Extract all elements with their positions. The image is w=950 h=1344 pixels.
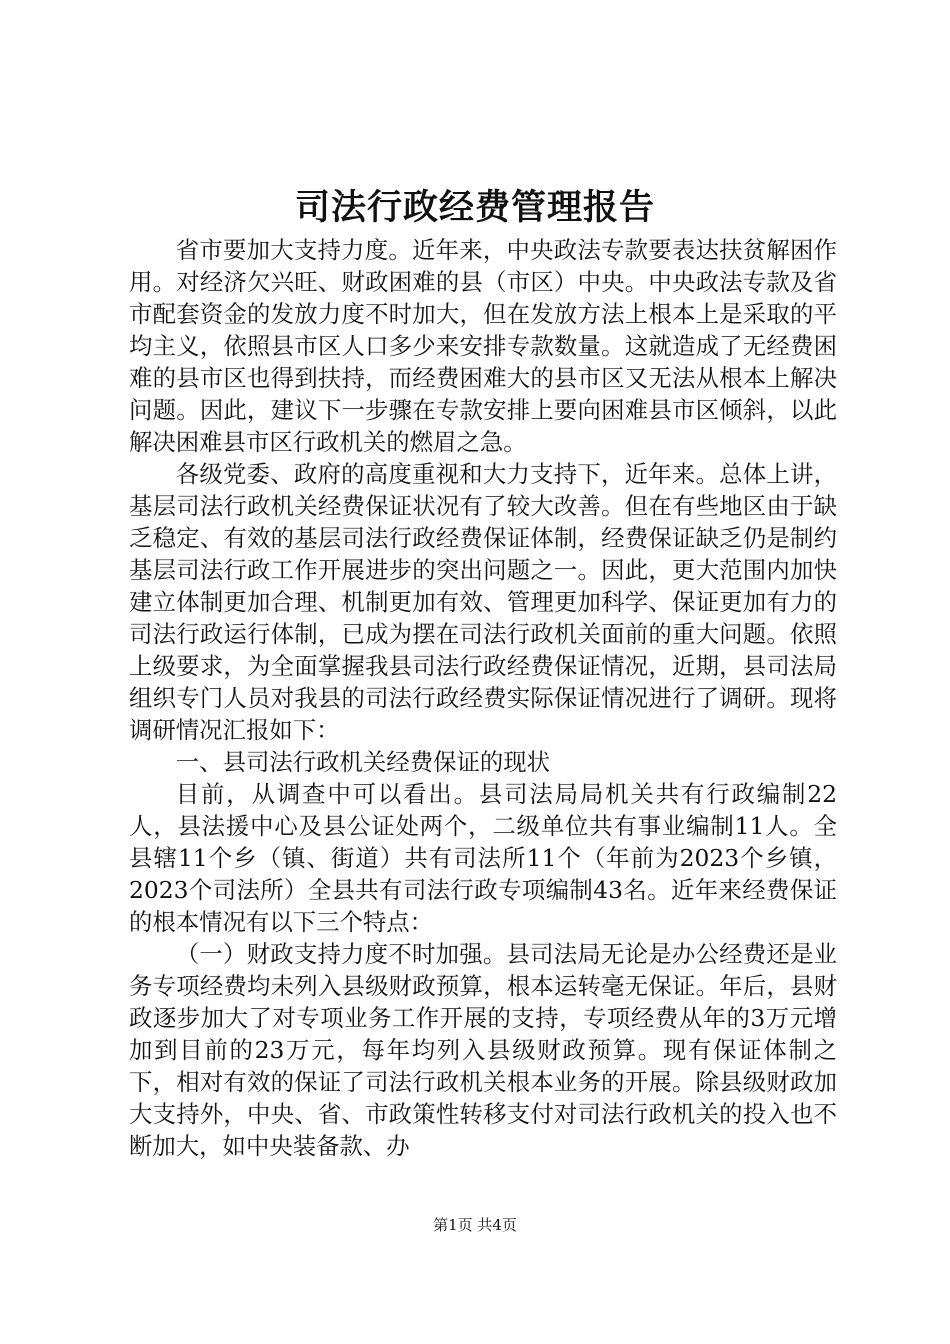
paragraph: 省市要加大支持力度。近年来，中央政法专款要表达扶贫解困作用。对经济欠兴旺、财政困难的县（市区）中央。中央政法专款及省市配套资金的发放力度不时加大，但在发放方法上根本上是采取的平均主义，依照县市区人口多少来安排专款数量。这就造成了无经费困难的县市区也得到扶持，而经费困难大的县市区又无法从根本上解决问题。因此，建议下一步骤在专款安排上要向困难县市区倾斜，以此解决困难县市区行政机关的燃眉之急。 <box>129 236 837 456</box>
page-footer: 第1页 共4页 <box>433 1216 517 1234</box>
section-heading: 一、县司法行政机关经费保证的现状 <box>175 748 551 776</box>
paragraph: 各级党委、政府的高度重视和大力支持下，近年来。总体上讲，基层司法行政机关经费保证状况有了较大改善。但在有些地区由于缺乏稳定、有效的基层司法行政经费保证体制，经费保证缺乏仍是制约基层司法行政工作开展进步的突出问题之一。因此，更大范围内加快建立体制更加合理、机制更加有效、管理更加科学、保证更加有力的司法行政运行体制，已成为摆在司法行政机关面前的重大问题。依照上级要求，为全面掌握我县司法行政经费保证情况，近期，县司法局组织专门人员对我县的司法行政经费实际保证情况进行了调研。现将调研情况汇报如下： <box>129 460 837 744</box>
paragraph: （一）财政支持力度不时加强。县司法局无论是办公经费还是业务专项经费均未列入县级财政预算，根本运转毫无保证。年后，县财政逐步加大了对专项业务工作开展的支持，专项经费从年的3万元增加到目前的23万元，每年均列入县级财政预算。现有保证体制之下，相对有效的保证了司法行政机关根本业务的开展。除县级财政加大支持外，中央、省、市政策性转移支付对司法行政机关的投入也不断加大，如中央装备款、办 <box>129 940 837 1160</box>
paragraph: 目前，从调查中可以看出。县司法局局机关共有行政编制22人，县法援中心及县公证处两个，二级单位共有事业编制11人。全县辖11个乡（镇、街道）共有司法所11个（年前为2023个乡镇，2023个司法所）全县共有司法行政专项编制43名。近年来经费保证的根本情况有以下三个特点： <box>129 780 837 936</box>
document-body <box>129 234 837 1162</box>
document-title: 司法行政经费管理报告 <box>294 187 655 228</box>
